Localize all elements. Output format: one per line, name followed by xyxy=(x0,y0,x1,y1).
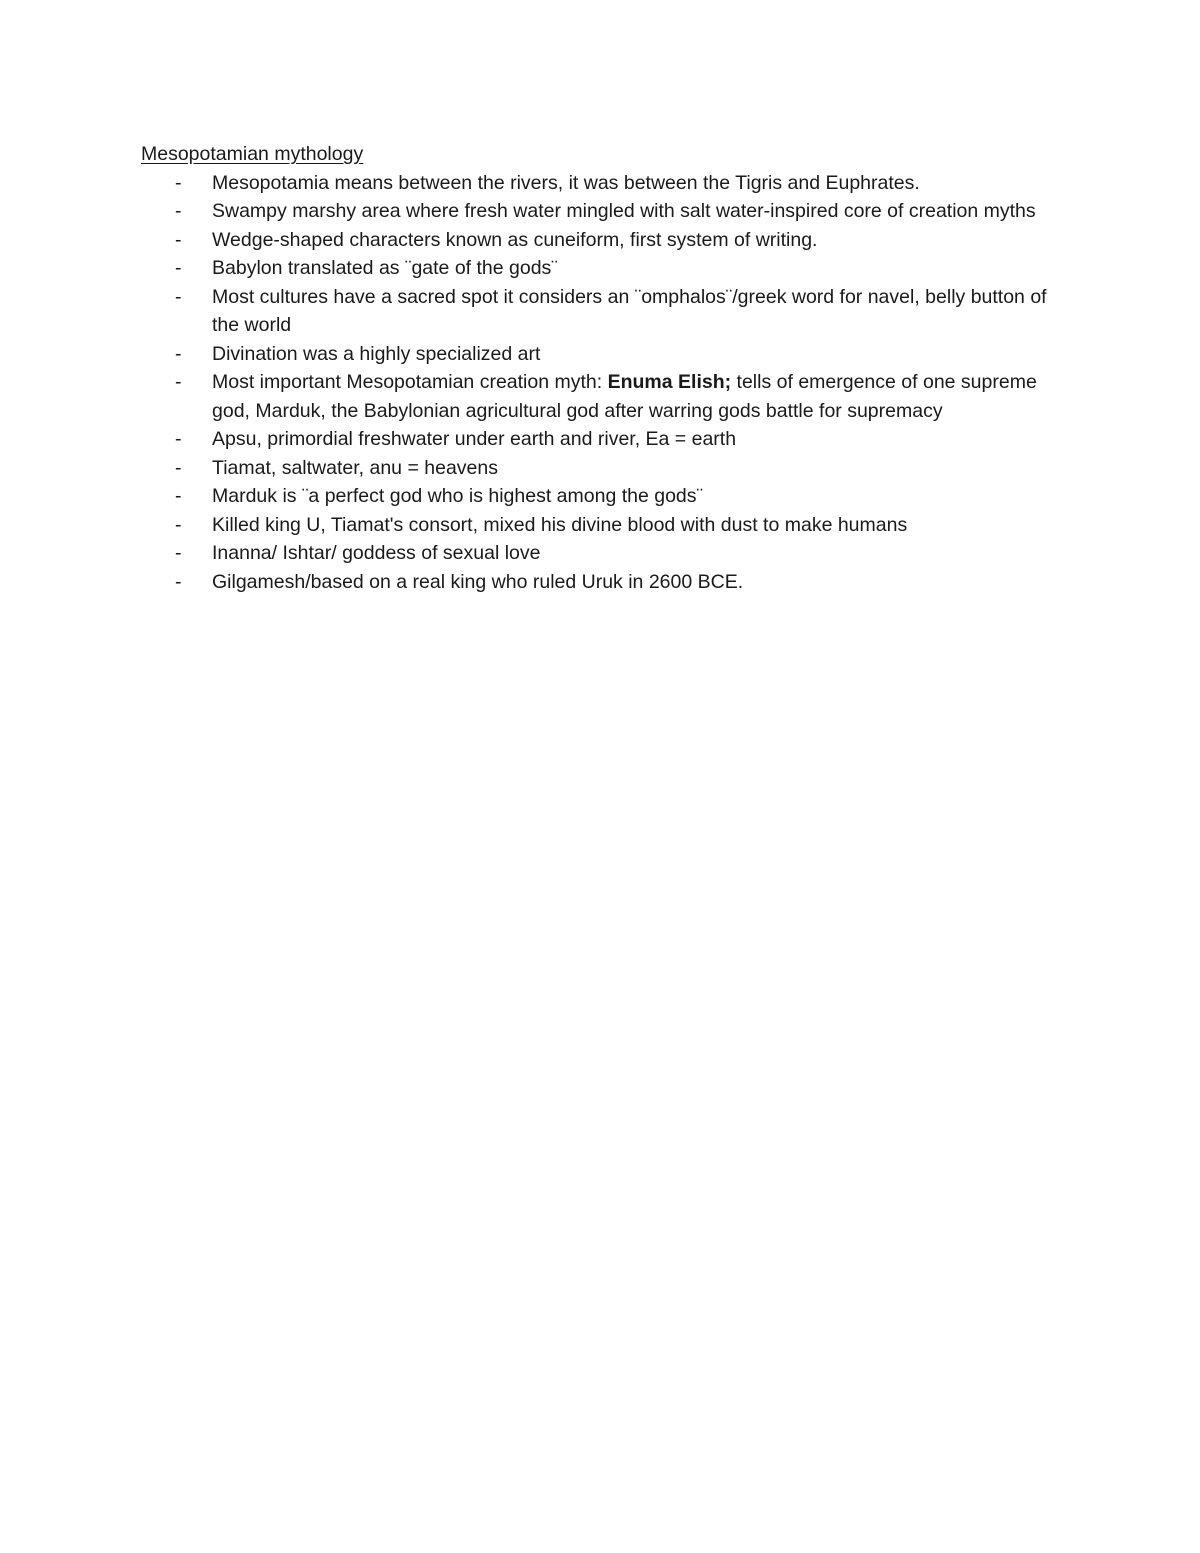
bullet-dash: - xyxy=(175,485,182,507)
bullet-dash: - xyxy=(175,228,182,251)
list-item-text: Tiamat, saltwater, anu = heavens xyxy=(212,456,498,479)
list-item-text: Inanna/ Ishtar/ goddess of sexual love xyxy=(212,542,541,564)
list-item-text: Most cultures have a sacred spot it considers an ¨omphalos¨/greek word for navel, belly button of the world xyxy=(212,285,1047,336)
list-item-text: Babylon translated as ¨gate of the gods¨ xyxy=(212,257,558,279)
bullet-dash: - xyxy=(175,200,182,222)
bullet-dash: - xyxy=(175,371,182,393)
list-item xyxy=(141,340,1061,369)
list-item-text-after: tells of emergence of one supreme god, Marduk, the Babylonian agricultural god after warring gods battle for supremacy xyxy=(212,371,1037,422)
list-item-text: Divination was a highly specialized art xyxy=(212,342,541,365)
bullet-dash: - xyxy=(175,428,182,450)
list-item xyxy=(141,425,1061,454)
list-item-text: Apsu, primordial freshwater under earth and river, Ea = earth xyxy=(212,428,737,450)
list-item-text: Killed king U, Tiamat's consort, mixed his divine blood with dust to make humans xyxy=(212,513,908,536)
list-item xyxy=(141,283,1061,340)
bullet-dash: - xyxy=(175,570,182,593)
bullet-dash: - xyxy=(175,257,182,279)
bullet-dash: - xyxy=(175,542,182,564)
document-body xyxy=(141,140,1061,596)
list-item xyxy=(141,169,1061,198)
list-item xyxy=(141,511,1061,540)
list-item-text-before: Most important Mesopotamian creation myth: xyxy=(212,371,608,393)
document-title: Mesopotamian mythology xyxy=(141,143,364,165)
bullet-dash: - xyxy=(175,171,182,194)
list-item-text: Mesopotamia means between the rivers, it was between the Tigris and Euphrates. xyxy=(212,171,920,194)
bullet-dash: - xyxy=(175,456,182,479)
list-item xyxy=(141,368,1061,425)
list-item xyxy=(141,454,1061,483)
list-item xyxy=(141,197,1061,226)
list-item xyxy=(141,254,1061,283)
bullet-dash: - xyxy=(175,285,182,308)
list-item-bold-title: Enuma Elish; xyxy=(607,371,732,393)
list-item xyxy=(141,568,1061,597)
list-item xyxy=(141,539,1061,568)
list-item-text: Wedge-shaped characters known as cuneiform, first system of writing. xyxy=(212,228,818,251)
bullet-list xyxy=(141,169,1061,597)
list-item-text: Gilgamesh/based on a real king who ruled Uruk in 2600 BCE. xyxy=(212,570,744,593)
bullet-dash: - xyxy=(175,513,182,536)
list-item xyxy=(141,226,1061,255)
list-item-text: Marduk is ¨a perfect god who is highest among the gods¨ xyxy=(212,485,704,507)
list-item xyxy=(141,482,1061,511)
list-item-text: Swampy marshy area where fresh water mingled with salt water-inspired core of creation myths xyxy=(212,200,1036,222)
bullet-dash: - xyxy=(175,342,182,365)
